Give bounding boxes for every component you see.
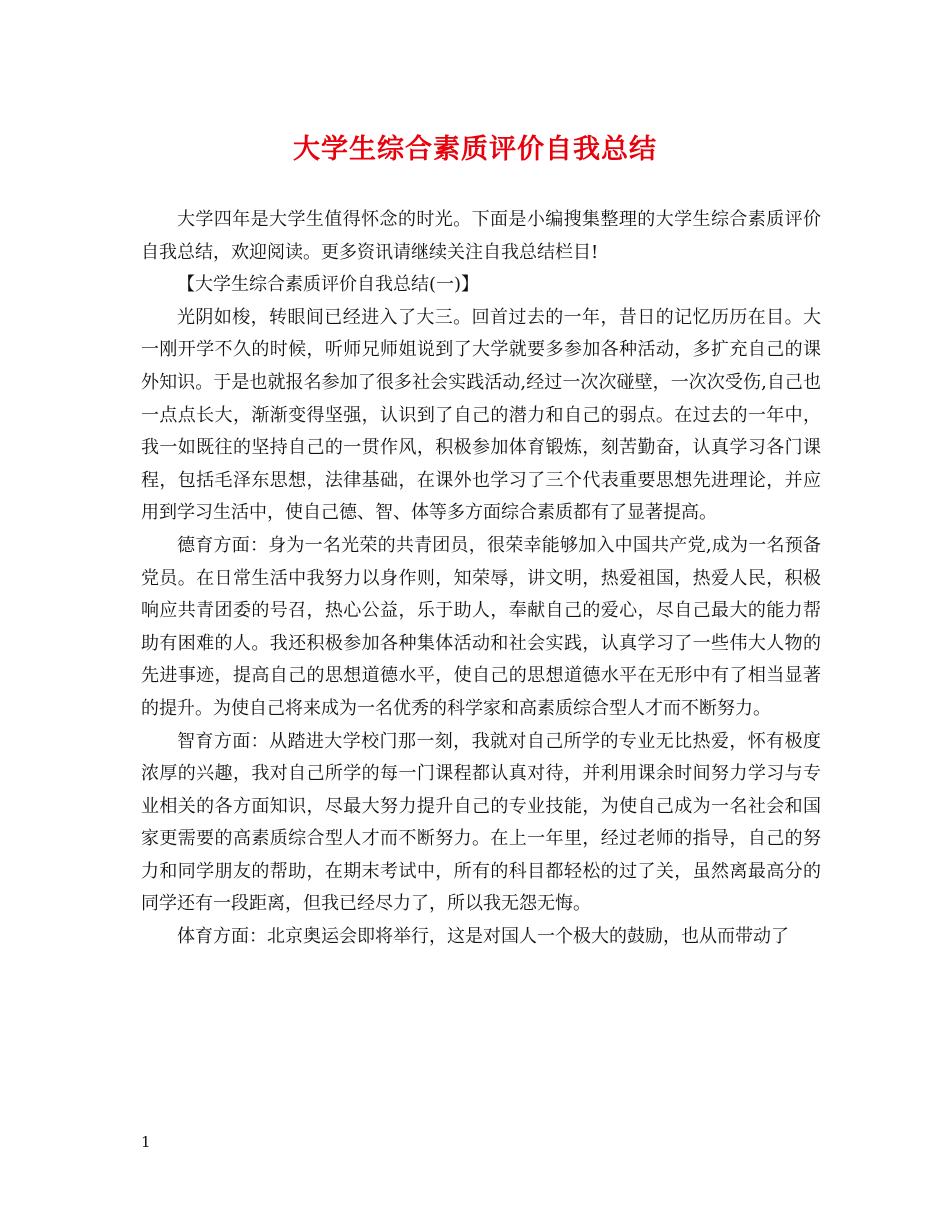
intro-paragraph: 大学四年是大学生值得怀念的时光。下面是小编搜集整理的大学生综合素质评价自我总结，欢迎阅读。更多资讯请继续关注自我总结栏目! bbox=[141, 209, 821, 263]
body-paragraph: 光阴如梭，转眼间已经进入了大三。回首过去的一年，昔日的记忆历历在目。大一刚开学不久的时候，听师兄师姐说到了大学就要多参加各种活动，多扩充自己的课外知识。于是也就报名参加了很多社会实践活动,经过一次次碰壁，一次次受伤,自己也一点点长大，渐渐变得坚强，认识到了自己的潜力和自己的弱点。在过去的一年中，我一如既往的坚持自己的一贯作风，积极参加体育锻炼，刻苦勤奋，认真学习各门课程，包括毛泽东思想，法律基础，在课外也学习了三个代表重要思想先进理论，并应用到学习生活中，使自己德、智、体等多方面综合素质都有了显著提高。 bbox=[141, 306, 821, 524]
page-number: 1 bbox=[141, 1133, 151, 1151]
document-title: 大学生综合素质评价自我总结 bbox=[293, 134, 657, 165]
body-paragraph: 体育方面：北京奥运会即将举行，这是对国人一个极大的鼓励，也从而带动了 bbox=[177, 926, 789, 948]
body-paragraph: 智育方面：从踏进大学校门那一刻，我就对自己所学的专业无比热爱，怀有极度浓厚的兴趣，我对自己所学的每一门课程都认真对待，并利用课余时间努力学习与专业相关的各方面知识，尽最大努力提升自己的专业技能，为使自己成为一名社会和国家更需要的高素质综合型人才而不断努力。在上一年里，经过老师的指导，自己的努力和同学朋友的帮助，在期末考试中，所有的科目都轻松的过了关，虽然离最高分的同学还有一段距离，但我已经尽力了，所以我无怨无悔。 bbox=[141, 730, 821, 915]
body-paragraph: 德育方面：身为一名光荣的共青团员，很荣幸能够加入中国共产党,成为一名预备党员。在日常生活中我努力以身作则，知荣辱，讲文明，热爱祖国，热爱人民，积极响应共青团委的号召，热心公益，乐于助人，奉献自己的爱心，尽自己最大的能力帮助有困难的人。我还积极参加各种集体活动和社会实践，认真学习了一些伟大人物的先进事迹，提高自己的思想道德水平，使自己的思想道德水平在无形中有了相当显著的提升。为使自己将来成为一名优秀的科学家和高素质综合型人才而不断努力。 bbox=[141, 534, 821, 719]
document-body bbox=[141, 204, 821, 954]
section-heading: 【大学生综合素质评价自我总结(一)】 bbox=[177, 274, 480, 296]
